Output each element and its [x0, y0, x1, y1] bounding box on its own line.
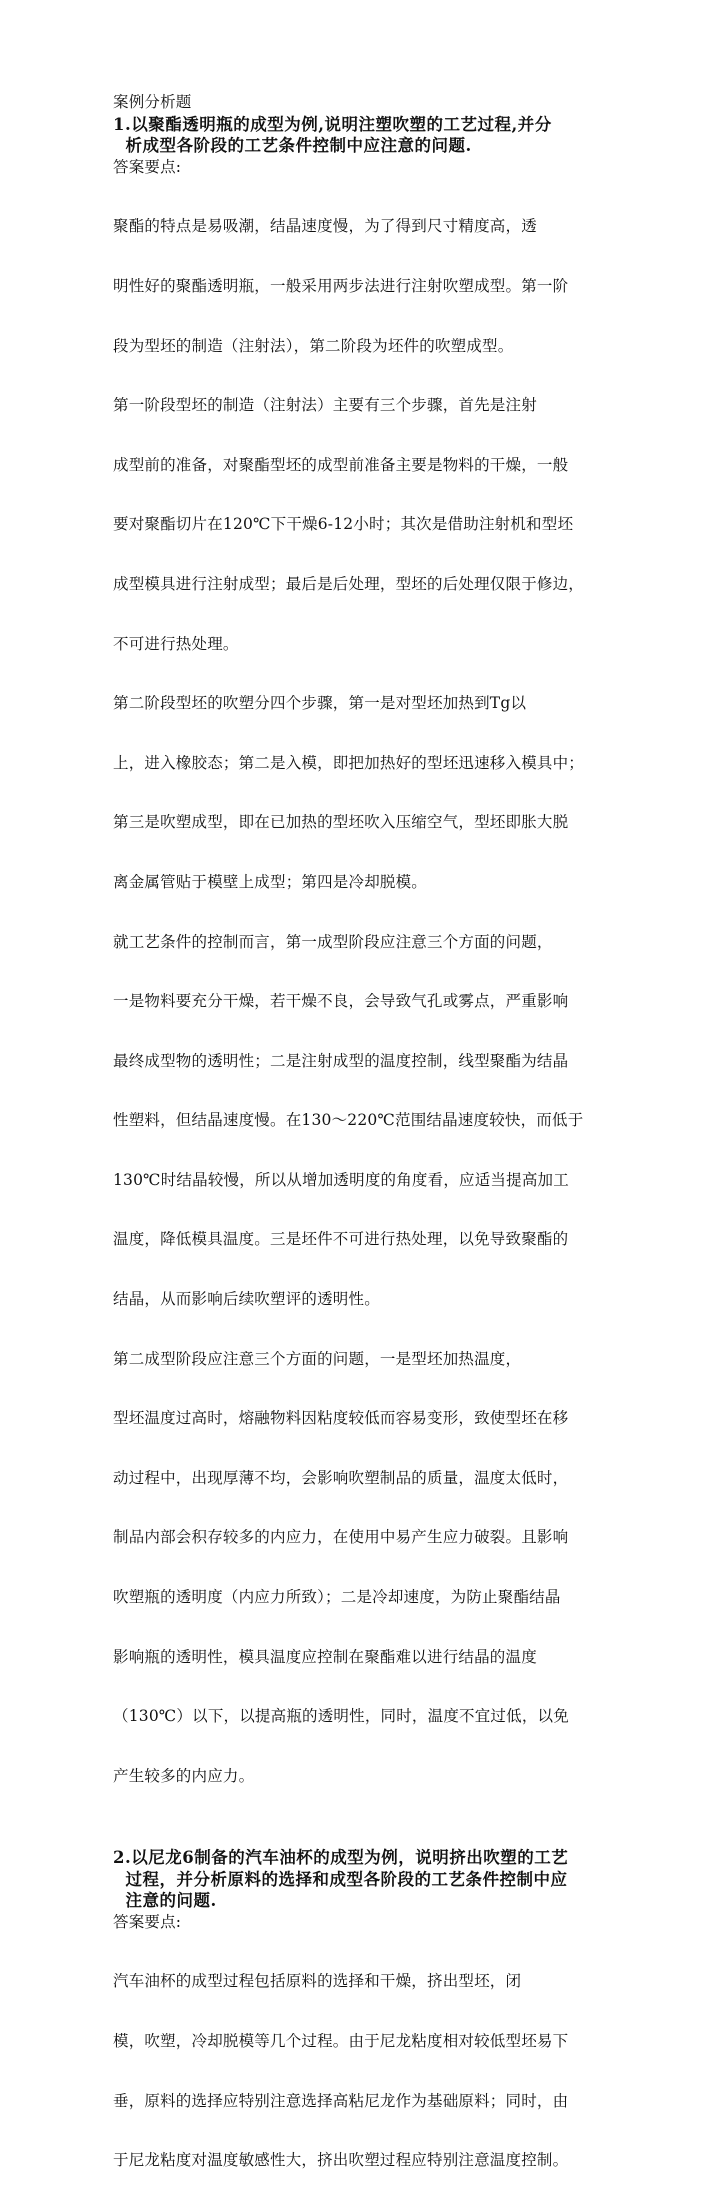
body-line: 成型前的准备，对聚酯型坯的成型前准备主要是物料的干燥，一般 [113, 455, 569, 474]
body-line: 最终成型物的透明性；二是注射成型的温度控制，线型聚酯为结晶 [113, 1051, 569, 1070]
body-line: 不可进行热处理。 [113, 634, 239, 653]
question-1 [113, 114, 618, 1826]
answer-body [113, 1933, 618, 2209]
paragraph-spacer [113, 1825, 618, 1847]
question-2 [113, 1847, 618, 2210]
section-heading: 案例分析题 [113, 93, 192, 111]
body-line: 于尼龙粘度对温度敏感性大，挤出吹塑过程应特别注意温度控制。 [113, 2151, 569, 2170]
body-line: 影响瓶的透明性，模具温度应控制在聚酯难以进行结晶的温度 [113, 1647, 537, 1666]
body-line: 离金属管贴于模壁上成型；第四是冷却脱模。 [113, 872, 428, 891]
body-line: 聚酯的特点是易吸潮，结晶速度慢，为了得到尺寸精度高，透 [113, 217, 537, 236]
body-line: 汽车油杯的成型过程包括原料的选择和干燥，挤出型坯，闭 [113, 1972, 522, 1991]
body-line: 结晶，从而影响后续吹塑评的透明性。 [113, 1290, 380, 1309]
body-line: 制品内部会积存较多的内应力，在使用中易产生应力破裂。且影响 [113, 1528, 569, 1547]
question-title-line: 析成型各阶段的工艺条件控制中应注意的问题. [113, 136, 472, 156]
answer-label: 答案要点: [113, 157, 182, 176]
body-line: 第二成型阶段应注意三个方面的问题，一是型坯加热温度， [113, 1349, 522, 1368]
body-line: 吹塑瓶的透明度（内应力所致）；二是冷却速度，为防止聚酯结晶 [113, 1588, 561, 1607]
body-line: 130℃时结晶较慢，所以从增加透明度的角度看，应适当提高加工 [113, 1170, 569, 1189]
body-line: 段为型坯的制造（注射法），第二阶段为坯件的吹塑成型。 [113, 336, 514, 355]
body-line: 上，进入橡胶态；第二是入模，即把加热好的型坯迅速移入模具中； [113, 753, 585, 772]
body-line: 温度，降低模具温度。三是坯件不可进行热处理，以免导致聚酯的 [113, 1230, 569, 1249]
question-title-line: 注意的问题. [113, 1891, 217, 1911]
body-line: 产生较多的内应力。 [113, 1766, 255, 1785]
answer-body [113, 178, 618, 1825]
body-line: 性塑料，但结晶速度慢。在130～220℃范围结晶速度较快，而低于 [113, 1111, 584, 1130]
body-line: 就工艺条件的控制而言，第一成型阶段应注意三个方面的问题， [113, 932, 553, 951]
body-line: 要对聚酯切片在120℃下干燥6-12小时；其次是借助注射机和型坯 [113, 515, 574, 534]
body-line: 垂，原料的选择应特别注意选择高粘尼龙作为基础原料；同时，由 [113, 2091, 569, 2110]
question-title-line: 1.以聚酯透明瓶的成型为例,说明注塑吹塑的工艺过程,并分 [113, 114, 552, 134]
body-line: 成型模具进行注射成型；最后是后处理，型坯的后处理仅限于修边， [113, 574, 585, 593]
body-line: 第三是吹塑成型，即在已加热的型坯吹入压缩空气，型坯即胀大脱 [113, 813, 569, 832]
body-line: 明性好的聚酯透明瓶，一般采用两步法进行注射吹塑成型。第一阶 [113, 276, 569, 295]
body-line: 第一阶段型坯的制造（注射法）主要有三个步骤，首先是注射 [113, 396, 537, 415]
body-line: 动过程中，出现厚薄不均，会影响吹塑制品的质量，温度太低时， [113, 1468, 569, 1487]
body-line: 第二阶段型坯的吹塑分四个步骤，第一是对型坯加热到Tg以 [113, 694, 527, 713]
question-title-line: 2.以尼龙6制备的汽车油杯的成型为例，说明挤出吹塑的工艺 [113, 1848, 569, 1867]
body-line: 型坯温度过高时，熔融物料因粘度较低而容易变形，致使型坯在移 [113, 1409, 569, 1428]
question-title-line: 过程，并分析原料的选择和成型各阶段的工艺条件控制中应 [113, 1869, 568, 1889]
body-line: 模，吹塑，冷却脱模等几个过程。由于尼龙粘度相对较低型坯易下 [113, 2031, 569, 2050]
body-line: （130℃）以下，以提高瓶的透明性，同时，温度不宜过低，以免 [113, 1707, 569, 1726]
body-line: 一是物料要充分干燥，若干燥不良，会导致气孔或雾点，严重影响 [113, 992, 569, 1011]
document-page [113, 92, 618, 2210]
answer-label: 答案要点: [113, 1912, 182, 1931]
